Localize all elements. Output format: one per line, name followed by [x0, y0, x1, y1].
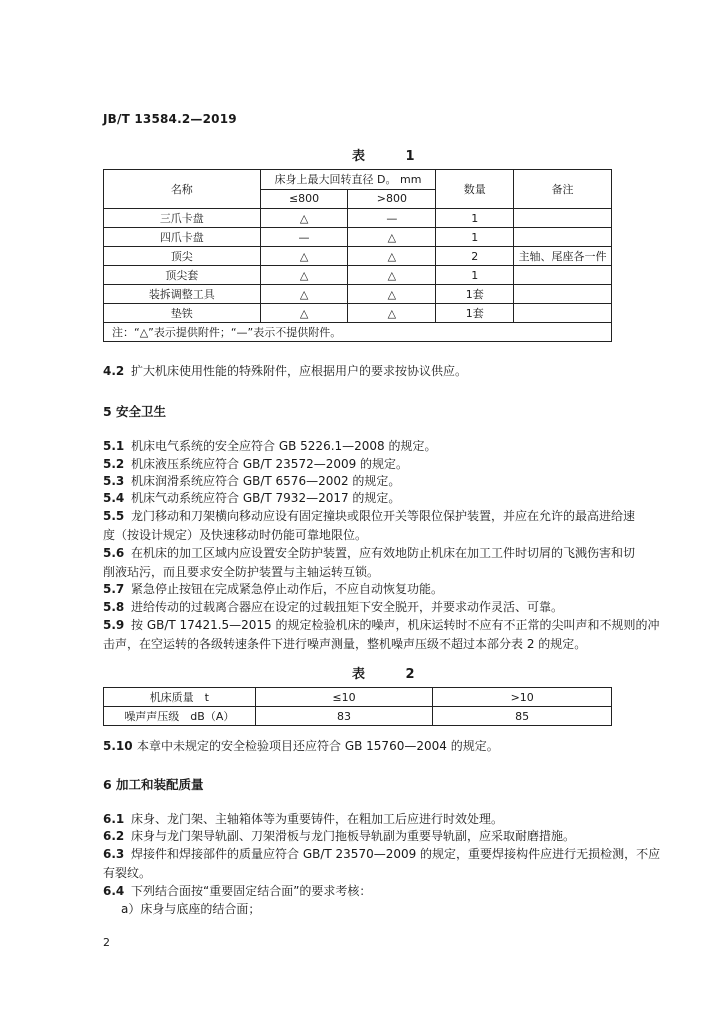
clause-text: 本章中未规定的安全检验项目还应符合 GB 15760—2004 的规定。: [137, 739, 499, 753]
cell-remark: [514, 228, 612, 247]
cell-remark: 主轴、尾座各一件: [514, 247, 612, 266]
clause-number: 5.1: [103, 439, 125, 453]
cell-mass-gt10: >10: [433, 688, 612, 707]
clause-4-2: [103, 362, 467, 381]
table-row: [104, 304, 612, 323]
clause-number: 5.8: [103, 600, 125, 614]
accessory-table: [103, 169, 612, 342]
cell-le800: △: [260, 247, 348, 266]
cell-remark: [514, 266, 612, 285]
cell-name: 四爪卡盘: [104, 228, 261, 247]
clause-number: 5.3: [103, 474, 125, 488]
table-row: [104, 266, 612, 285]
clause-text-continued: 度（按设计规定）及快速移动时仍能可靠地限位。: [103, 528, 368, 542]
clause-text: 机床气动系统应符合 GB/T 7932—2017 的规定。: [131, 491, 401, 505]
clause-text-continued: 击声，在空运转的各级转速条件下进行噪声测量，整机噪声压级不超过本部分表 2 的规定。: [103, 637, 587, 651]
cell-mass-label: 机床质量 t: [104, 688, 256, 707]
table-row: [104, 285, 612, 304]
clause-text: 扩大机床使用性能的特殊附件，应根据用户的要求按协议供应。: [131, 364, 468, 378]
table2-caption: 表 2: [352, 667, 433, 682]
cell-le800: △: [260, 304, 348, 323]
table-row: [104, 688, 612, 707]
clause-text: 机床电气系统的安全应符合 GB 5226.1—2008 的规定。: [131, 439, 437, 453]
table-row: [104, 707, 612, 726]
clause-number: 6.4: [103, 884, 125, 898]
cell-le800: —: [260, 228, 348, 247]
table-row: [104, 247, 612, 266]
clause-number: 5.2: [103, 457, 125, 471]
clause-6-2: [103, 827, 575, 846]
cell-gt800: △: [348, 285, 436, 304]
cell-qty: 2: [436, 247, 514, 266]
cell-qty: 1套: [436, 285, 514, 304]
clause-text: 下列结合面按“重要固定结合面”的要求考核：: [131, 884, 372, 898]
header-name: 名称: [104, 170, 261, 209]
clause-5-4: [103, 489, 400, 508]
clause-number: 6.3: [103, 847, 125, 861]
cell-le800: △: [260, 266, 348, 285]
cell-gt800: △: [348, 304, 436, 323]
table-note: 注：“△”表示提供附件；“—”表示不提供附件。: [104, 323, 612, 342]
header-le800: ≤800: [260, 189, 348, 209]
header-max-swing-diameter: 床身上最大回转直径 D。 mm: [260, 170, 436, 190]
clause-text: 龙门移动和刀架横向移动应设有固定撞块或限位开关等限位保护装置，并应在允许的最高进给速: [131, 509, 636, 523]
clause-number: 5.6: [103, 546, 125, 560]
clause-number: 6.1: [103, 812, 125, 826]
cell-remark: [514, 285, 612, 304]
clause-5-8: [103, 598, 563, 617]
standard-number: JB/T 13584.2—2019: [103, 112, 237, 126]
clause-number: 5.5: [103, 509, 125, 523]
noise-table: [103, 687, 612, 726]
clause-text: 焊接件和焊接部件的质量应符合 GB/T 23570—2009 的规定，重要焊接构件应进行无损检测，不应: [131, 847, 661, 861]
header-quantity: 数量: [436, 170, 514, 209]
table-row: [104, 209, 612, 228]
clause-number: 5.4: [103, 491, 125, 505]
clause-text: 床身、龙门架、主轴箱体等为重要铸件，在粗加工后应进行时效处理。: [131, 812, 504, 826]
clause-number: 5.10: [103, 739, 133, 753]
clause-number: 5.9: [103, 618, 125, 632]
table1-caption: 表 1: [352, 149, 433, 164]
cell-gt800: △: [348, 228, 436, 247]
cell-mass-le10: ≤10: [255, 688, 433, 707]
cell-qty: 1: [436, 228, 514, 247]
cell-remark: [514, 209, 612, 228]
section-6-heading: 6 加工和装配质量: [103, 777, 204, 792]
clause-text-continued: 有裂纹。: [103, 866, 152, 880]
header-remark: 备注: [514, 170, 612, 209]
cell-qty: 1套: [436, 304, 514, 323]
section-5-heading: 5 安全卫生: [103, 404, 167, 419]
cell-noise-gt10: 85: [433, 707, 612, 726]
cell-noise-label: 噪声声压级 dB（A）: [104, 707, 256, 726]
cell-le800: △: [260, 285, 348, 304]
clause-6-3: [103, 845, 660, 883]
cell-le800: △: [260, 209, 348, 228]
clause-text: 进给传动的过载离合器应在设定的过载扭矩下安全脱开，并要求动作灵活、可靠。: [131, 600, 564, 614]
clause-text-continued: 削液玷污，而且要求安全防护装置与主轴运转互锁。: [103, 565, 380, 579]
cell-remark: [514, 304, 612, 323]
clause-number: 6.2: [103, 829, 125, 843]
cell-gt800: △: [348, 247, 436, 266]
cell-gt800: △: [348, 266, 436, 285]
clause-text: 在机床的加工区域内应设置安全防护装置，应有效地防止机床在加工工件时切屑的飞溅伤害和切: [131, 546, 636, 560]
cell-name: 顶尖套: [104, 266, 261, 285]
cell-name: 装拆调整工具: [104, 285, 261, 304]
cell-qty: 1: [436, 209, 514, 228]
clause-text: 机床润滑系统应符合 GB/T 6576—2002 的规定。: [131, 474, 401, 488]
clause-5-1: [103, 437, 437, 456]
clause-number: 4.2: [103, 364, 125, 378]
list-item-a: a）床身与底座的结合面；: [121, 902, 261, 916]
clause-text: 紧急停止按钮在完成紧急停止动作后，不应自动恢复功能。: [131, 582, 444, 596]
cell-name: 垫铁: [104, 304, 261, 323]
cell-qty: 1: [436, 266, 514, 285]
clause-text: 机床液压系统应符合 GB/T 23572—2009 的规定。: [131, 457, 409, 471]
header-gt800: >800: [348, 189, 436, 209]
clause-text: 按 GB/T 17421.5—2015 的规定检验机床的噪声，机床运转时不应有不正常的尖叫声和不规则的冲: [131, 618, 660, 632]
cell-noise-le10: 83: [255, 707, 433, 726]
clause-5-10: [103, 737, 499, 756]
table-row: [104, 228, 612, 247]
cell-name: 顶尖: [104, 247, 261, 266]
clause-6-4: [103, 882, 371, 901]
clause-5-9: [103, 616, 660, 654]
cell-gt800: —: [348, 209, 436, 228]
clause-number: 5.7: [103, 582, 125, 596]
clause-5-5: [103, 507, 635, 545]
clause-5-7: [103, 580, 443, 599]
page-number: 2: [103, 936, 110, 949]
clause-text: 床身与龙门架导轨副、刀架滑板与龙门拖板导轨副为重要导轨副，应采取耐磨措施。: [131, 829, 576, 843]
clause-5-6: [103, 544, 635, 582]
cell-name: 三爪卡盘: [104, 209, 261, 228]
